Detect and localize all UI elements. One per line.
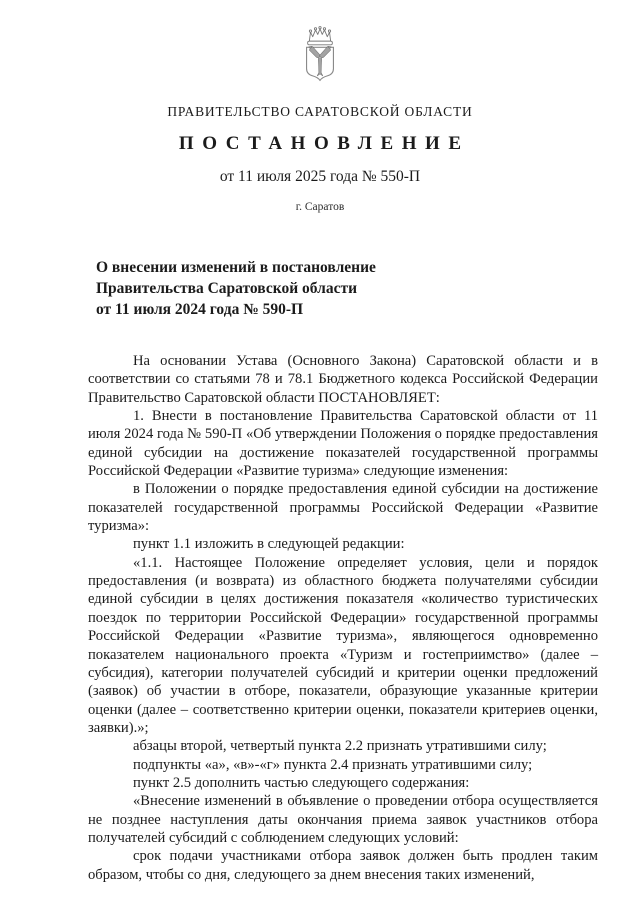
- document-date-number: от 11 июля 2025 года № 550-П: [219, 168, 421, 185]
- body-paragraph: подпункты «а», «в»-«г» пункта 2.4 признать утратившими силу;: [133, 756, 533, 773]
- body-paragraph: На основании Устава (Основного Закона) Саратовской области и в соответствии со статьями 78 и 78.1 Бюджетного кодекса Российской Федерации Правительство Саратовской области ПОСТАНОВЛЯЕТ:: [88, 353, 598, 406]
- document-title-line: Правительства Саратовской области: [96, 280, 357, 297]
- body-paragraph: срок подачи участниками отбора заявок должен быть продлен таким образом, чтобы со дня, следующего за днем внесения таких изменений,: [88, 848, 598, 883]
- body-paragraph: пункт 2.5 дополнить частью следующего содержания:: [133, 774, 470, 791]
- saratov-coat-of-arms-icon: [292, 16, 348, 96]
- document-body: [88, 352, 598, 884]
- organization-name: ПРАВИТЕЛЬСТВО САРАТОВСКОЙ ОБЛАСТИ: [167, 104, 473, 119]
- document-title-line: от 11 июля 2024 года № 590-П: [96, 301, 304, 318]
- body-paragraph: «1.1. Настоящее Положение определяет условия, цели и порядок предоставления (и возврата) из областного бюджета получателями субсидии единой субсидии в целях достижения показателя «количество туристических поездок по территории Российской Федерации» государственной программы Российской Федерации «Развитие туризма», являющегося одновременно показателем национального проекта «Туризм и гостеприимство» (далее – субсидия), категории получателей субсидий и критерии оценки предложений (заявок) об участии в отборе, показатели, образующие указанные критерии оценки (далее – соответственно критерии оценки, показатели критериев оценки, заявки).»;: [88, 554, 598, 736]
- body-paragraph: абзацы второй, четвертый пункта 2.2 признать утратившими силу;: [133, 738, 547, 755]
- document-title-line: О внесении изменений в постановление: [96, 259, 376, 276]
- body-paragraph: 1. Внести в постановление Правительства Саратовской области от 11 июля 2024 года № 590-П «Об утверждении Положения о порядке предоставления единой субсидии на достижение показателей государственной программы Российской Федерации «Развитие туризма» следующие изменения:: [88, 408, 598, 480]
- body-paragraph: в Положении о порядке предоставления единой субсидии на достижение показателей государственной программы Российской Федерации «Развитие туризма»:: [88, 481, 598, 535]
- document-city: г. Саратов: [295, 201, 345, 213]
- body-paragraph: пункт 1.1 изложить в следующей редакции:: [133, 536, 405, 553]
- body-paragraph: «Внесение изменений в объявление о проведении отбора осуществляется не позднее наступления даты окончания приема заявок участников отбора получателей субсидий с соблюдением следующих условий:: [88, 793, 598, 846]
- document-title: [96, 257, 600, 320]
- document-type-heading: ПОСТАНОВЛЕНИЕ: [178, 133, 470, 154]
